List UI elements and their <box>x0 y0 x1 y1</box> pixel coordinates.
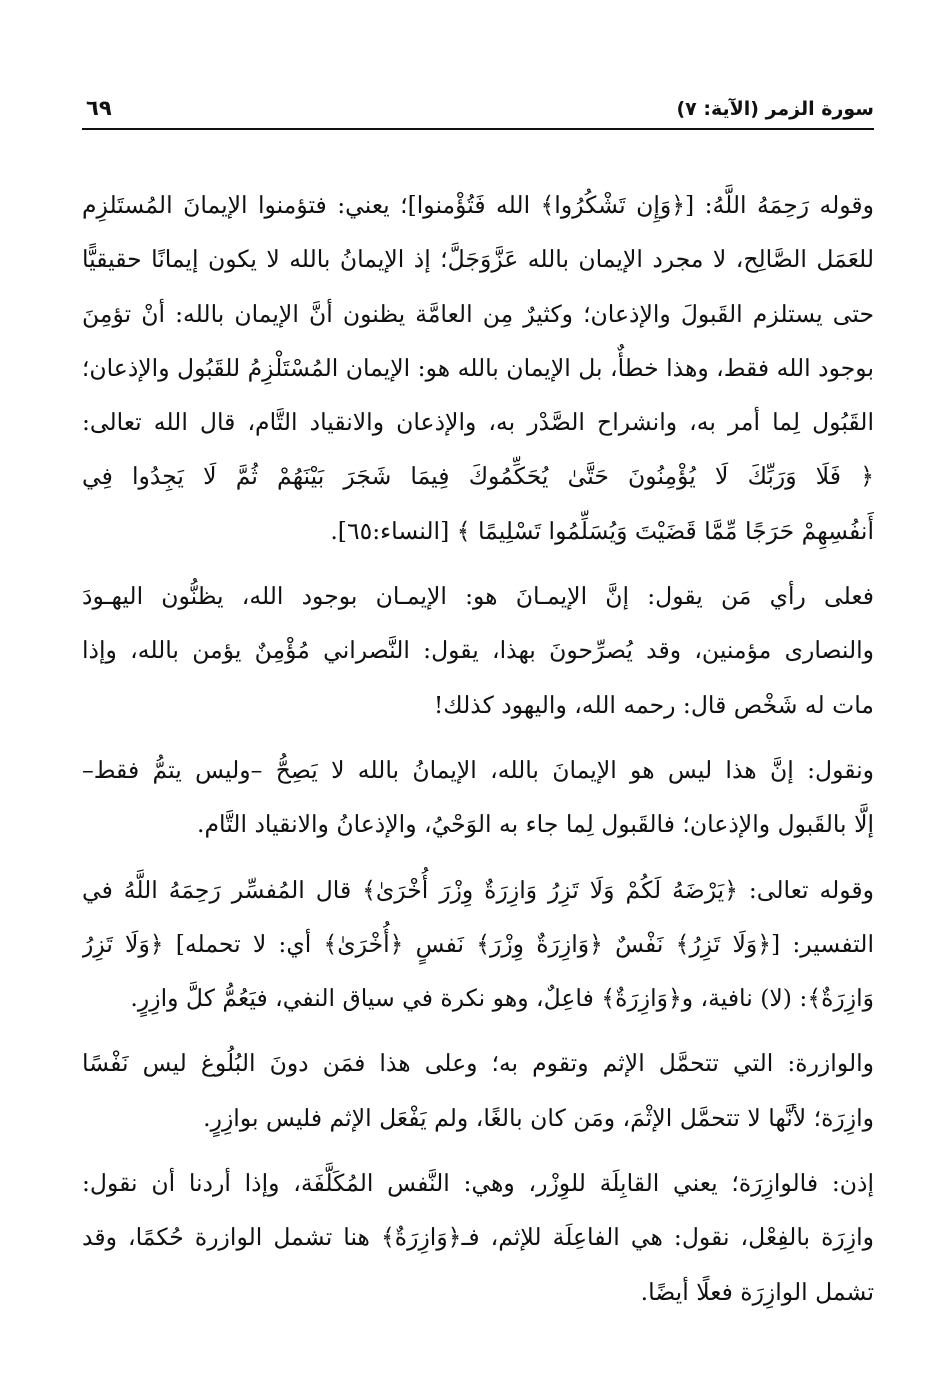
text-line: تشمل الوازِرَة فعلًا أيضًا. <box>640 1277 874 1306</box>
header-rule <box>82 128 874 130</box>
text-line: بوجود الله فقط، وهذا خطأٌ، بل الإيمان بالله هو: الإيمان المُسْتَلْزِمُ للقَبُول والإذعان؛ <box>82 353 874 382</box>
text-line: وَازِرَةٌ﴾: (لا) نافية، و﴿وَازِرَةٌ﴾ فاعِلٌ، وهو نكرة في سياق النفي، فيَعُمُّ كلَّ وازِرٍ. <box>130 984 874 1013</box>
text-line: والوازرة: التي تتحمَّل الإثم وتقوم به؛ وعلى هذا فمَن دونَ البُلُوغ ليس نَفْسًا <box>82 1049 874 1078</box>
text-line: القَبُول لِما أمر به، وانشراح الصَّدْر به، والإذعان والانقياد التَّام، قال الله تعالى: <box>82 408 874 437</box>
text-line: إلَّا بالقَبول والإذعان؛ فالقَبول لِما جاء به الوَحْيُ، والإذعانُ والانقياد التَّام. <box>197 810 874 839</box>
text-line: والنصارى مؤمنين، وقد يُصرِّحونَ بهذا، يقول: النَّصراني مُؤْمِنٌ يؤمن بالله، وإذا <box>82 636 874 665</box>
text-line: التفسير: [﴿وَلَا تَزِرُ﴾ نَفْسٌ ﴿وَازِرَةٌ وِزْرَ﴾ نَفسٍ ﴿أُخْرَىٰ﴾ أي: لا تحمله] ﴿وَلَا تَزِرُ <box>82 929 874 958</box>
text-line: وازِرَة بالفِعْل، نقول: هي الفاعِلَة للإثم، فـ﴿وَازِرَةٌ﴾ هنا تشمل الوازرة حُكمًا، وقد <box>82 1223 874 1252</box>
paragraph <box>82 569 874 732</box>
quran-verse-line: ﴿ فَلَا وَرَبِّكَ لَا يُؤْمِنُونَ حَتَّىٰ يُحَكِّمُوكَ فِيمَا شَجَرَ بَيْنَهُمْ ثُمَّ لَا يَجِدُوا فِي <box>82 462 874 491</box>
paragraph <box>82 863 874 1026</box>
page-body <box>82 178 874 1319</box>
text-line: إذن: فالوازِرَة؛ يعني القابِلَة للوِزْر، وهي: النَّفس المُكَلَّفَة، وإذا أردنا أن نقول: <box>82 1169 874 1198</box>
paragraph <box>82 1156 874 1319</box>
page-header <box>82 96 874 130</box>
text-line: فعلى رأي مَن يقول: إنَّ الإيمـانَ هو: الإيمـان بوجود الله، يظنُّون اليهـودَ <box>82 582 874 611</box>
text-line: وازِرَة؛ لأنَّها لا تتحمَّل الإثْمَ، ومَن كان بالغًا، ولم يَفْعَل الإثم فليس بوازِرٍ. <box>203 1103 874 1132</box>
page-number: ٦٩ <box>86 96 112 120</box>
text-line: حتى يستلزم القَبولَ والإذعان؛ وكثيرٌ مِن العامَّة يظنون أنَّ الإيمان بالله: أنْ تؤمِنَ <box>82 299 874 328</box>
text-line: وقوله تعالى: ﴿يَرْضَهُ لَكُمْ وَلَا تَزِرُ وَازِرَةٌ وِزْرَ أُخْرَىٰ﴾ قال المُفسِّر رَحِمَهُ اللَّهُ في <box>82 875 874 904</box>
text-line: للعَمَل الصَّالِح، لا مجرد الإيمان بالله عَزَّوَجَلَّ؛ إذ الإيمانُ بالله لا يكون إيمانًا حقيقيًّا <box>82 245 874 274</box>
paragraph <box>82 1036 874 1145</box>
running-title: سورة الزمر (الآية: ٧) <box>676 98 874 120</box>
text-line: مات له شَخْص قال: رحمه الله، واليهود كذلك! <box>433 690 874 719</box>
text-line: ونقول: إنَّ هذا ليس هو الإيمانَ بالله، الإيمانُ بالله لا يَصِحُّ –وليس يتمُّ فقط– <box>82 755 874 784</box>
text-line: وقوله رَحِمَهُ اللَّهُ: [﴿وَإِن تَشْكُرُوا﴾ الله فَتُؤْمنوا]؛ يعني: فتؤمنوا الإيمانَ المُستَلزِم <box>82 191 874 219</box>
quran-verse-line: أَنفُسِهِمْ حَرَجًا مِّمَّا قَضَيْتَ وَيُسَلِّمُوا تَسْلِيمًا ﴾ [النساء:٦٥]. <box>330 516 874 545</box>
paragraph <box>82 178 874 558</box>
paragraph <box>82 743 874 852</box>
